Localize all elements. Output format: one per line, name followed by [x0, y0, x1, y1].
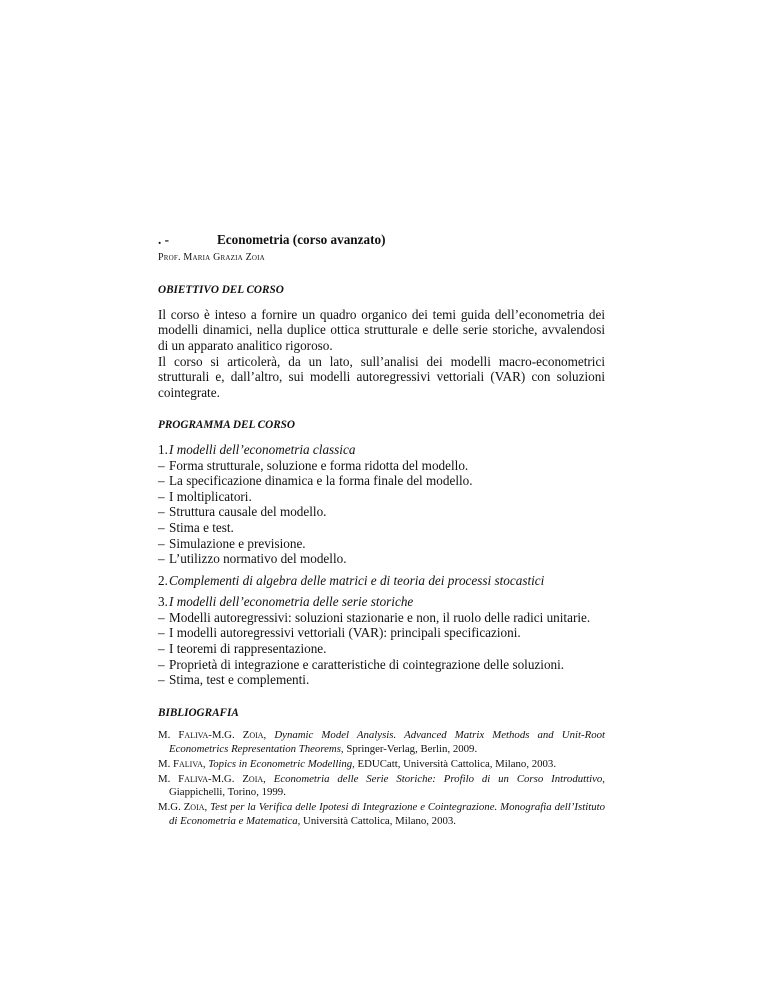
program-item-text: Forma strutturale, soluzione e forma ridotta del modello. — [169, 457, 469, 473]
program-item-text: Modelli autoregressivi: soluzioni stazionarie e non, il ruolo delle radici unitarie. — [169, 609, 591, 625]
program-item-dash: – — [158, 672, 165, 688]
program-title: PROGRAMMA DEL CORSO — [158, 419, 295, 432]
bibliography-authors: M. Faliva-M.G. Zoia, — [158, 773, 266, 786]
bibliography-publisher: EDUCatt, Università Cattolica, Milano, 2003. — [357, 757, 557, 770]
objective-title: OBIETTIVO DEL CORSO — [158, 284, 284, 297]
program-item-text: La specificazione dinamica e la forma finale del modello. — [169, 473, 473, 489]
program-item-dash: – — [158, 519, 165, 535]
program-item-text: Struttura causale del modello. — [169, 504, 327, 520]
program-section-title: I modelli dell’econometria delle serie storiche — [169, 594, 414, 610]
program-item-dash: – — [158, 641, 165, 657]
program-section-number: 1. — [158, 441, 168, 457]
program-item-dash: – — [158, 551, 165, 567]
bibliography-work-title: Dynamic Model Analysis. Advanced Matrix Methods and Unit-Root Econometrics Representation Theorems, — [169, 729, 605, 755]
bibliography-authors: M. Faliva-M.G. Zoia, — [158, 729, 267, 742]
bibliography-title: BIBLIOGRAFIA — [158, 706, 239, 719]
bibliography-authors: M.G. Zoia, — [158, 801, 208, 814]
bibliography-entry — [158, 801, 605, 827]
program-item — [158, 551, 605, 567]
bibliography-work-title: Topics in Econometric Modelling, — [208, 757, 355, 770]
bibliography-entry — [158, 758, 605, 771]
objective-paragraph: Il corso si articolerà, da un lato, sull’analisi dei modelli macro-econometrici strutturali e, dall’altro, sui modelli autoregressivi vettoriali (VAR) con soluzioni cointegrate. — [158, 353, 605, 400]
bibliography-publisher: Università Cattolica, Milano, 2003. — [303, 814, 456, 827]
program-item — [158, 641, 605, 657]
program-item-text: I moltiplicatori. — [169, 488, 252, 504]
program-section — [158, 442, 605, 567]
bibliography-work-title: Test per la Verifica delle Ipotesi di Integrazione e Cointegrazione. Monografia dell’Istituto di Econometria e Matematica, — [169, 801, 605, 827]
course-title: Econometria (corso avanzato) — [217, 232, 386, 247]
program-item-dash: – — [158, 535, 165, 551]
objective-paragraph: Il corso è inteso a fornire un quadro organico dei temi guida dell’econometria dei modelli dinamici, nella duplice ottica strutturale e delle serie storiche, avvalendosi di un apparato analitico rigoroso. — [158, 306, 605, 353]
program-item — [158, 473, 605, 489]
program-item-text: Stima, test e complementi. — [169, 672, 310, 688]
program-item-dash: – — [158, 457, 165, 473]
course-page — [158, 232, 605, 830]
program-section-title: Complementi di algebra delle matrici e di teoria dei processi stocastici — [169, 572, 545, 588]
professor-name: Prof. Maria Grazia Zoia — [158, 251, 265, 263]
program-item — [158, 504, 605, 520]
program-item-dash: – — [158, 473, 165, 489]
program-list — [158, 442, 605, 688]
bibliography-authors: M. Faliva, — [158, 757, 206, 770]
program-item-text: Stima e test. — [169, 519, 234, 535]
program-item — [158, 610, 605, 626]
program-item-dash: – — [158, 625, 165, 641]
program-section-heading — [158, 573, 605, 589]
program-item — [158, 657, 605, 673]
program-item — [158, 536, 605, 552]
program-item — [158, 520, 605, 536]
program-item-dash: – — [158, 488, 165, 504]
program-item-text: I teoremi di rappresentazione. — [169, 641, 327, 657]
program-section-heading — [158, 594, 605, 610]
program-section-heading — [158, 442, 605, 458]
bibliography-entry — [158, 729, 605, 755]
program-section — [158, 594, 605, 688]
course-number: . - — [158, 232, 169, 247]
bibliography-publisher: Springer-Verlag, Berlin, 2009. — [346, 742, 478, 755]
program-section-number: 2. — [158, 572, 168, 588]
program-section-title: I modelli dell’econometria classica — [169, 441, 356, 457]
program-section-number: 3. — [158, 594, 168, 610]
program-item-text: Simulazione e previsione. — [169, 535, 306, 551]
bibliography-publisher: Giappichelli, Torino, 1999. — [169, 786, 286, 799]
course-header — [158, 232, 605, 248]
program-item-dash: – — [158, 656, 165, 672]
program-item-text: L’utilizzo normativo del modello. — [169, 551, 347, 567]
program-item — [158, 625, 605, 641]
program-item — [158, 672, 605, 688]
program-item-text: I modelli autoregressivi vettoriali (VAR): principali specificazioni. — [169, 625, 521, 641]
program-item-dash: – — [158, 504, 165, 520]
bibliography-list — [158, 729, 605, 827]
program-item-dash: – — [158, 609, 165, 625]
program-item — [158, 458, 605, 474]
bibliography-work-title: Econometria delle Serie Storiche: Profilo di un Corso Introduttivo, — [273, 773, 605, 786]
program-item — [158, 489, 605, 505]
bibliography-entry — [158, 773, 605, 799]
program-item-text: Proprietà di integrazione e caratteristiche di cointegrazione delle soluzioni. — [169, 656, 565, 672]
program-section — [158, 573, 605, 589]
